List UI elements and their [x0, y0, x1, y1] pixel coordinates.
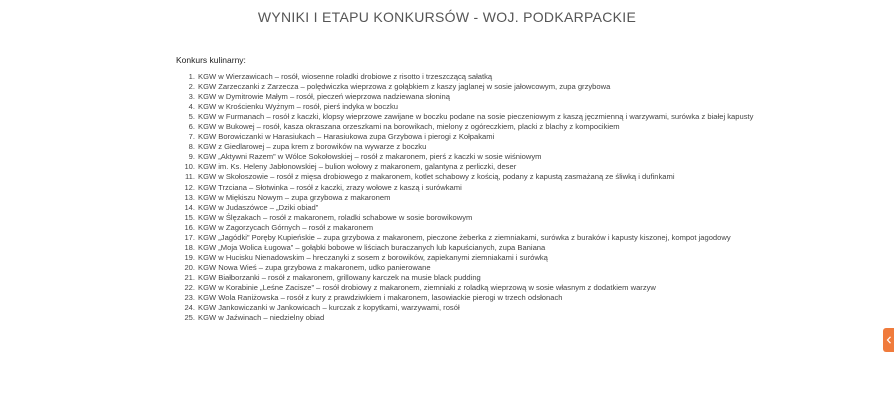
list-item-text: KGW w Zagorzycach Górnych – rosół z makaronem [198, 222, 374, 232]
list-item [176, 92, 756, 102]
list-item-number: 22. [184, 282, 195, 292]
list-item [176, 203, 756, 213]
list-item [176, 283, 756, 293]
list-item-text: KGW w Korabinie „Leśne Zacisze” – rosół drobiowy z makaronem, ziemniaki z roladką wieprzową w sosie własnym z dodatkiem warzyw [198, 282, 656, 292]
list-item-text: KGW w Miękiszu Nowym – zupa grzybowa z makaronem [198, 192, 391, 202]
list-item-number: 20. [184, 262, 195, 272]
chevron-left-icon [886, 336, 892, 344]
list-item-text: KGW w Judaszówce – „Dziki obiad” [198, 202, 319, 212]
list-item [176, 293, 756, 303]
list-item-text: KGW „Moja Wolica Ługowa” – gołąbki bobowe w liściach buraczanych lub kapuścianych, zupa Baniana [198, 242, 546, 252]
list-item-text: KGW w Bukowej – rosół, kasza okraszana orzeszkami na borowikach, mielony z ogóreczkiem, placki z blachy z kompocikiem [198, 122, 620, 132]
list-item-text: KGW „Jagódki” Poręby Kupieńskie – zupa grzybowa z makaronem, pieczone żeberka z ziemniakami, surówka z buraków i kapusty kiszonej, kompot jagodowy [198, 232, 731, 242]
list-item-number: 4. [188, 102, 195, 112]
list-item [176, 183, 756, 193]
list-item-text: KGW „Aktywni Razem” w Wólce Sokołowskiej – rosół z makaronem, pierś z kaczki w sosie wiśniowym [198, 152, 542, 162]
list-item [176, 243, 756, 253]
list-item-text: KGW Nowa Wieś – zupa grzybowa z makaronem, udko panierowane [198, 262, 431, 272]
list-item-text: KGW Jankowiczanki w Jankowicach – kurczak z kopytkami, warzywami, rosół [198, 303, 460, 313]
list-item [176, 303, 756, 313]
list-item-number: 2. [188, 82, 195, 92]
list-item-text: KGW Wola Raniżowska – rosół z kury z prawdziwkiem i makaronem, lasowiackie pierogi w trzech odsłonach [198, 293, 563, 303]
list-item-number: 1. [188, 72, 195, 81]
list-item-number: 3. [188, 92, 195, 102]
list-item-number: 18. [184, 242, 195, 252]
list-item-number: 17. [184, 232, 195, 242]
list-item [176, 313, 756, 323]
list-item-number: 10. [184, 162, 195, 172]
list-item [176, 102, 756, 112]
list-item-number: 9. [188, 152, 195, 162]
list-item [176, 112, 756, 122]
list-item-number: 23. [184, 293, 195, 303]
list-item-text: KGW w Ślęzakach – rosół z makaronem, roladki schabowe w sosie borowikowym [198, 212, 473, 222]
list-item-number: 16. [184, 222, 195, 232]
list-item [176, 223, 756, 233]
list-item-text: KGW w Krościenku Wyżnym – rosół, pierś indyka w boczku [198, 102, 398, 112]
list-item [176, 213, 756, 223]
list-item [176, 253, 756, 263]
list-item [176, 233, 756, 243]
list-item [176, 122, 756, 132]
list-item [176, 142, 756, 152]
list-item-number: 21. [184, 272, 195, 282]
list-item [176, 263, 756, 273]
list-item [176, 273, 756, 283]
list-item-text: KGW Borowiczanki w Harasiukach – Harasiukowa zupa Grzybowa i pierogi z Kołpakami [198, 132, 495, 142]
list-item [176, 132, 756, 142]
list-item-text: KGW w Wierzawicach – rosół, wiosenne roladki drobiowe z risotto i trzeszczącą sałatką [198, 72, 493, 81]
list-item-number: 11. [185, 172, 195, 182]
list-item-number: 12. [184, 182, 195, 192]
list-item-text: KGW im. Ks. Heleny Jabłonowskiej – bulion wołowy z makaronem, galantyna z perliczki, deser [198, 162, 517, 172]
list-item-text: KGW Białborzanki – rosół z makaronem, grillowany karczek na musie black pudding [198, 272, 481, 282]
list-item-text: KGW w Hucisku Nienadowskim – hreczanyki z sosem z borowików, zapiekanymi ziemniakami i surówką [198, 252, 548, 262]
list-item-number: 24. [184, 303, 195, 313]
list-item-text: KGW w Furmanach – rosół z kaczki, klopsy wieprzowe zawijane w boczku podane na sosie pieczeniowym z kaszą jęczmienną i warzywami, surówka z białej kapusty [198, 112, 754, 122]
list-item [176, 172, 756, 182]
list-item-number: 15. [184, 212, 195, 222]
list-item-number: 25. [184, 313, 195, 323]
list-item [176, 193, 756, 203]
side-feedback-tab[interactable] [883, 328, 894, 352]
results-list [176, 72, 756, 323]
list-item-number: 14. [184, 202, 195, 212]
list-item-text: KGW Trzciana – Słotwinka – rosół z kaczki, zrazy wołowe z kaszą i surówkami [198, 182, 462, 192]
section-heading: Konkurs kulinarny: [176, 55, 246, 65]
list-item [176, 152, 756, 162]
list-item-text: KGW w Dymitrowie Małym – rosół, pieczeń wieprzowa nadziewana słoniną [198, 92, 450, 102]
list-item [176, 72, 756, 82]
list-item-number: 5. [188, 112, 195, 122]
list-item-number: 19. [184, 252, 195, 262]
page-title: WYNIKI I ETAPU KONKURSÓW - WOJ. PODKARPACKIE [257, 9, 637, 25]
list-item-number: 6. [188, 122, 195, 132]
list-item-text: KGW Zarzeczanki z Zarzecza – polędwiczka wieprzowa z gołąbkiem z kaszy jaglanej w sosie jałowcowym, zupa grzybowa [198, 82, 611, 92]
list-item-text: KGW w Jaźwinach – niedzielny obiad [198, 313, 325, 323]
list-item-text: KGW z Giedlarowej – zupa krem z borowików na wywarze z boczku [198, 142, 427, 152]
list-item-number: 7. [188, 132, 195, 142]
list-item-number: 13. [184, 192, 195, 202]
list-item [176, 162, 756, 172]
list-item [176, 82, 756, 92]
list-item-text: KGW w Skołoszowie – rosół z mięsa drobiowego z makaronem, kotlet schabowy z kością, podany z kapustą zasmażaną ze śliwką i dufinkami [198, 172, 675, 182]
list-item-number: 8. [188, 142, 195, 152]
